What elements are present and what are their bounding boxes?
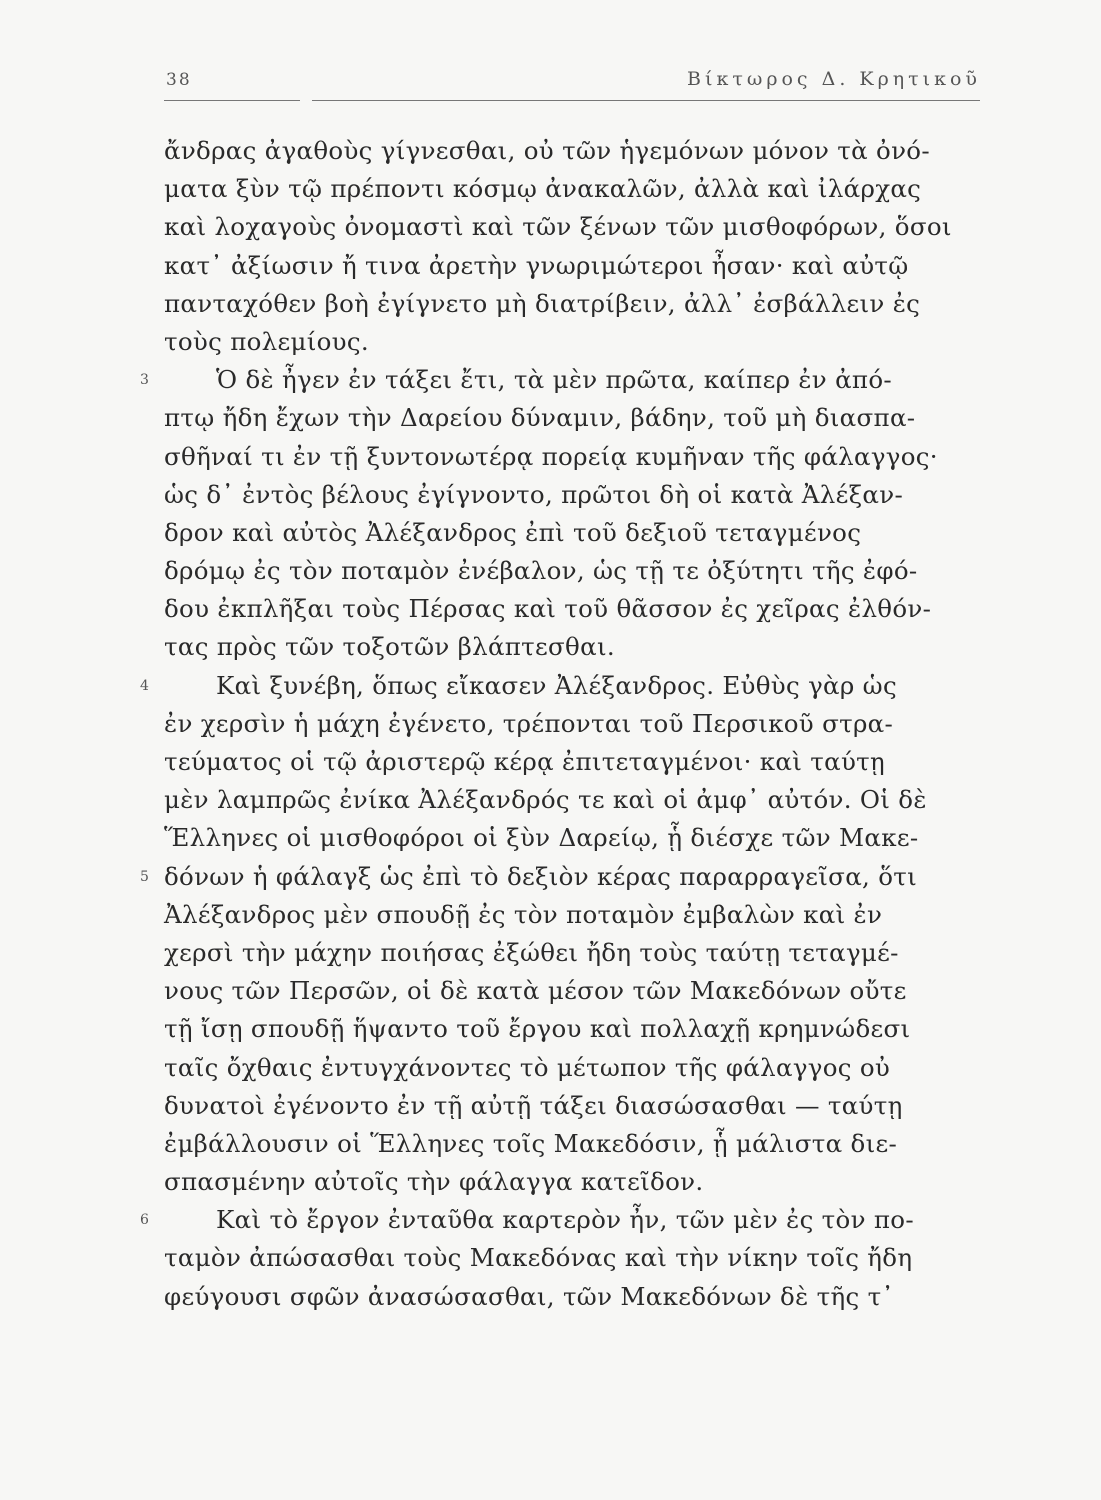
section-number: 5 xyxy=(140,868,150,885)
line-text: ταῖς ὄχθαις ἐντυγχάνοντες τὸ μέτωπον τῆς φάλαγγος οὐ xyxy=(164,1052,891,1082)
line-text: χερσὶ τὴν μάχην ποιήσας ἐξώθει ἤδη τοὺς ταύτῃ τεταγμέ- xyxy=(164,937,899,967)
text-line xyxy=(164,1278,994,1316)
line-text: δόνων ἡ φάλαγξ ὡς ἐπὶ τὸ δεξιὸν κέρας παραρραγεῖσα, ὅτι xyxy=(164,861,918,891)
text-line xyxy=(164,1087,994,1125)
line-text: κατ᾽ ἀξίωσιν ἤ τινα ἀρετὴν γνωριμώτεροι ἦσαν· καὶ αὐτῷ xyxy=(164,250,909,280)
line-text: ὡς δ᾽ ἐντὸς βέλους ἐγίγνοντο, πρῶτοι δὴ οἱ κατὰ Ἀλέξαν- xyxy=(164,479,904,509)
text-line xyxy=(164,438,994,476)
header-rule-right xyxy=(312,100,980,101)
line-text: σθῆναί τι ἐν τῇ ξυντονωτέρᾳ πορείᾳ κυμῆναν τῆς φάλαγγος· xyxy=(164,441,938,471)
line-text: Ἀλέξανδρος μὲν σπουδῇ ἐς τὸν ποταμὸν ἐμβαλὼν καὶ ἐν xyxy=(164,899,883,929)
text-line xyxy=(164,1239,994,1277)
line-text: δρόμῳ ἐς τὸν ποταμὸν ἐνέβαλον, ὡς τῇ τε ὀξύτητι τῆς ἐφό- xyxy=(164,556,918,586)
text-line xyxy=(164,323,994,361)
text-line xyxy=(164,552,994,590)
line-text: ταμὸν ἀπώσασθαι τοὺς Μακεδόνας καὶ τὴν νίκην τοῖς ἤδη xyxy=(164,1243,913,1273)
text-line xyxy=(164,247,994,285)
line-text: δυνατοὶ ἐγένοντο ἐν τῇ αὐτῇ τάξει διασώσασθαι — ταύτῃ xyxy=(164,1090,903,1120)
line-text: νους τῶν Περσῶν, οἱ δὲ κατὰ μέσον τῶν Μακεδόνων οὔτε xyxy=(164,976,907,1006)
text-line xyxy=(164,628,994,666)
line-text: ματα ξὺν τῷ πρέποντι κόσμῳ ἀνακαλῶν, ἀλλὰ καὶ ἰλάρχας xyxy=(164,174,922,204)
line-text: ἐμβάλλουσιν οἱ Ἕλληνες τοῖς Μακεδόσιν, ᾗ μάλιστα διε- xyxy=(164,1128,898,1158)
line-text: Καὶ τὸ ἔργον ἐνταῦθα καρτερὸν ἦν, τῶν μὲν ἐς τὸν πο- xyxy=(216,1205,914,1235)
line-text: καὶ λοχαγοὺς ὀνομαστὶ καὶ τῶν ξένων τῶν μισθοφόρων, ὅσοι xyxy=(164,212,952,242)
text-line xyxy=(164,1010,994,1048)
text-line xyxy=(164,1163,994,1201)
text-line xyxy=(140,361,994,399)
line-text: τῇ ἴσῃ σπουδῇ ἥψαντο τοῦ ἔργου καὶ πολλαχῇ κρημνώδεσι xyxy=(164,1014,911,1044)
line-text: ἐν χερσὶν ἡ μάχη ἐγένετο, τρέπονται τοῦ Περσικοῦ στρα- xyxy=(164,708,894,738)
line-text: δρον καὶ αὐτὸς Ἀλέξανδρος ἐπὶ τοῦ δεξιοῦ τεταγμένος xyxy=(164,517,862,547)
text-line xyxy=(164,590,994,628)
text-line xyxy=(164,896,994,934)
text-line xyxy=(164,399,994,437)
text-line xyxy=(164,781,994,819)
text-line xyxy=(140,858,994,896)
text-line xyxy=(164,1125,994,1163)
line-text: τοὺς πολεμίους. xyxy=(164,326,369,356)
text-line xyxy=(140,667,994,705)
running-head: Βίκτωρος Δ. Κρητικοῦ xyxy=(687,68,981,90)
line-text: ἄνδρας ἀγαθοὺς γίγνεσθαι, οὐ τῶν ἡγεμόνων μόνον τὰ ὀνό- xyxy=(164,136,930,165)
text-line xyxy=(164,743,994,781)
line-text: σπασμένην αὐτοῖς τὴν φάλαγγα κατεῖδον. xyxy=(164,1167,704,1197)
section-number: 4 xyxy=(140,677,150,694)
header-rule-left xyxy=(164,100,300,101)
text-line xyxy=(164,208,994,246)
text-line xyxy=(164,285,994,323)
text-line xyxy=(140,1201,994,1239)
text-line xyxy=(164,170,994,208)
line-text: Ὁ δὲ ἦγεν ἐν τάξει ἔτι, τὰ μὲν πρῶτα, καίπερ ἐν ἀπό- xyxy=(216,365,892,395)
line-text: τας πρὸς τῶν τοξοτῶν βλάπτεσθαι. xyxy=(164,632,615,662)
section-number: 3 xyxy=(140,372,150,389)
text-line xyxy=(164,132,994,170)
line-text: τεύματος οἱ τῷ ἀριστερῷ κέρᾳ ἐπιτεταγμένοι· καὶ ταύτῃ xyxy=(164,747,885,776)
text-line xyxy=(164,1049,994,1087)
page-number: 38 xyxy=(166,70,192,90)
text-line xyxy=(164,934,994,972)
text-line xyxy=(164,972,994,1010)
line-text: πανταχόθεν βοὴ ἐγίγνετο μὴ διατρίβειν, ἀλλ᾽ ἐσβάλλειν ἐς xyxy=(164,288,921,318)
line-text: δου ἐκπλῆξαι τοὺς Πέρσας καὶ τοῦ θᾶσσον ἐς χεῖρας ἐλθόν- xyxy=(164,594,932,624)
text-line xyxy=(164,476,994,514)
text-block xyxy=(140,132,994,1316)
line-text: Ἕλληνες οἱ μισθοφόροι οἱ ξὺν Δαρείῳ, ᾗ διέσχε τῶν Μακε- xyxy=(164,823,919,853)
line-text: φεύγουσι σφῶν ἀνασώσασθαι, τῶν Μακεδόνων δὲ τῆς τ᾽ xyxy=(164,1281,894,1311)
line-text: πτῳ ἤδη ἔχων τὴν Δαρείου δύναμιν, βάδην, τοῦ μὴ διασπα- xyxy=(164,403,916,433)
line-text: μὲν λαμπρῶς ἐνίκα Ἀλέξανδρός τε καὶ οἱ ἀμφ᾽ αὐτόν. Οἱ δὲ xyxy=(164,785,927,815)
section-number: 6 xyxy=(140,1212,150,1229)
text-line xyxy=(164,819,994,857)
text-line xyxy=(164,705,994,743)
line-text: Καὶ ξυνέβη, ὅπως εἴκασεν Ἀλέξανδρος. Εὐθὺς γὰρ ὡς xyxy=(216,670,897,700)
text-line xyxy=(164,514,994,552)
